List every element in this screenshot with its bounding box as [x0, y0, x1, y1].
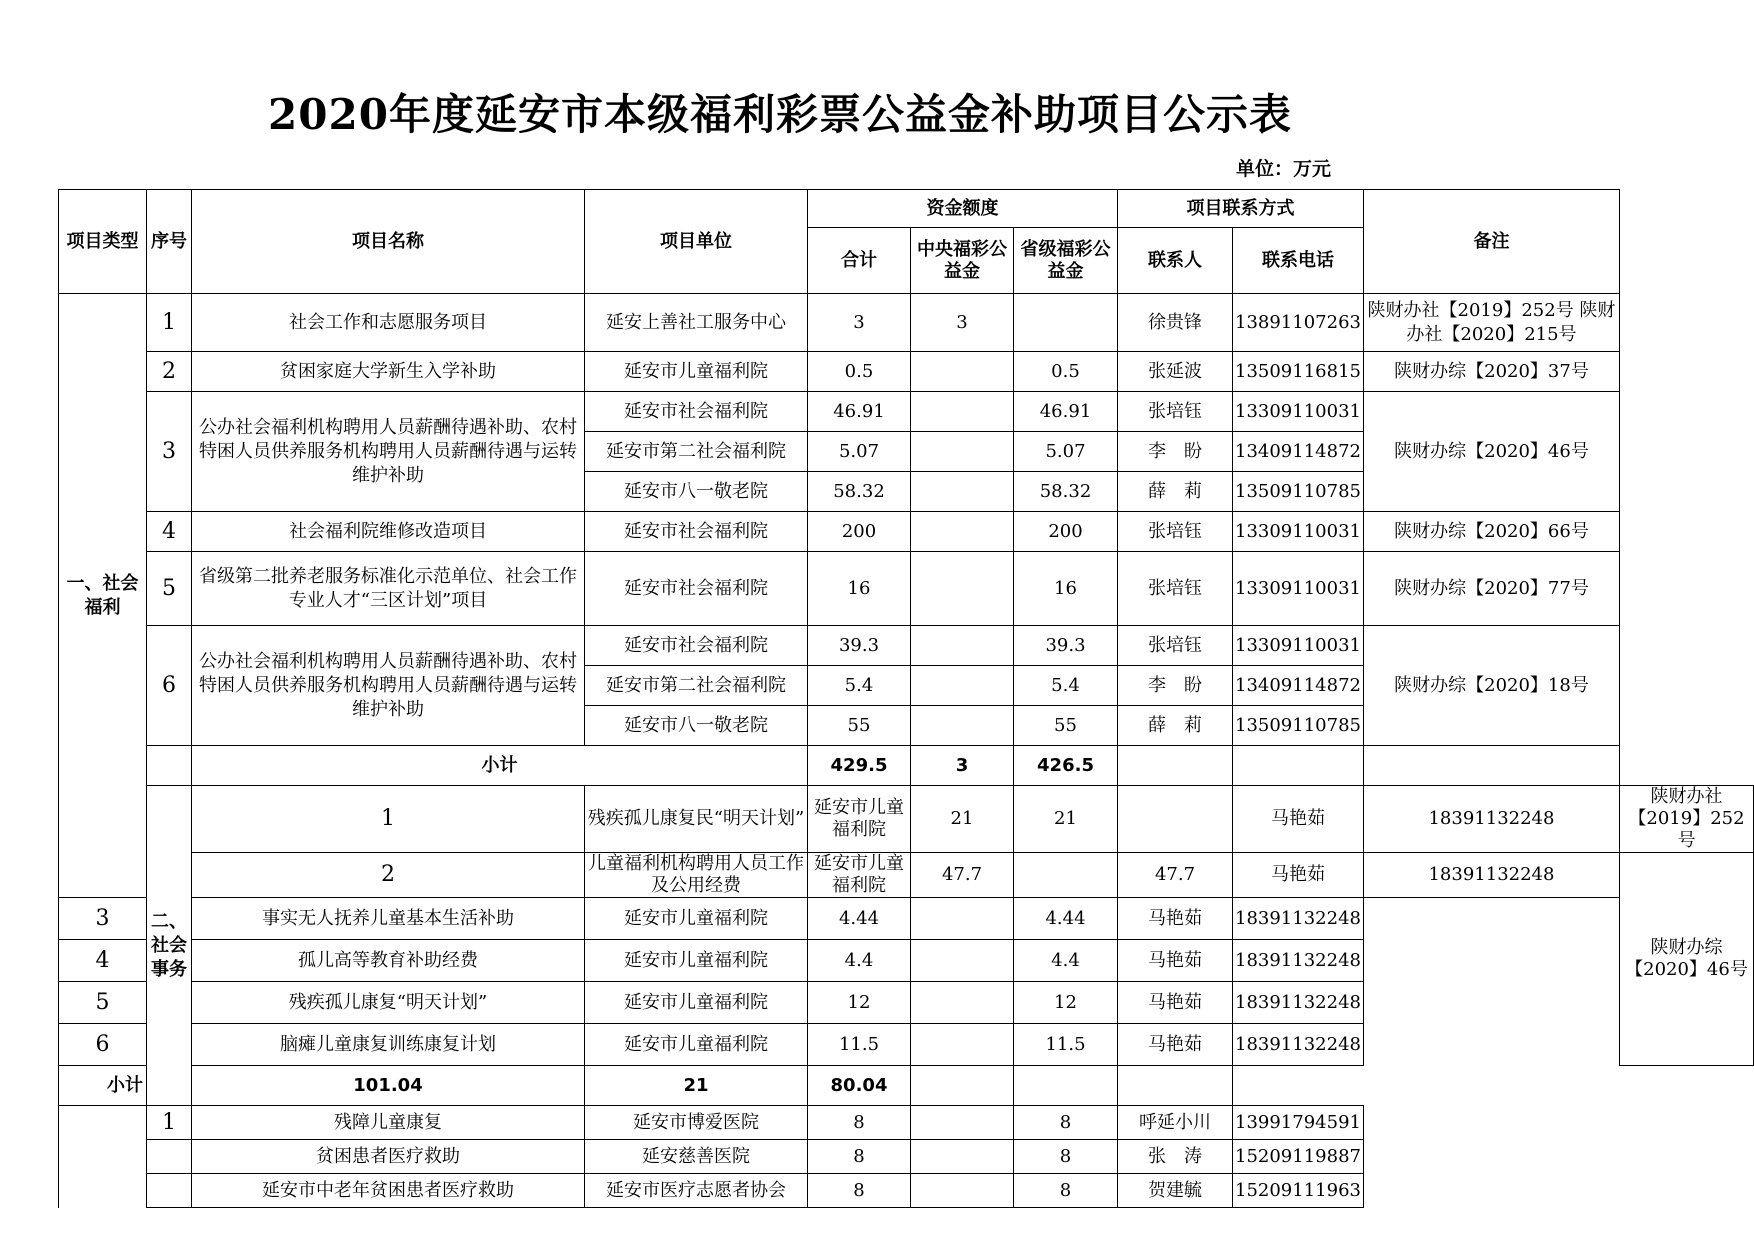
cell-phone: 13409114872 [1233, 666, 1364, 706]
cell-phone: 15209119887 [1233, 1140, 1364, 1174]
cell-org: 延安市儿童福利院 [585, 940, 808, 982]
cell-phone: 13509110785 [1233, 706, 1364, 746]
cell-remark-empty [1363, 1174, 1619, 1208]
cell-phone: 13509116815 [1233, 352, 1364, 392]
cell-org: 延安市社会福利院 [585, 552, 808, 626]
cell-central [911, 1106, 1014, 1140]
cell-person: 薛 莉 [1118, 706, 1233, 746]
cell-phone: 13991794591 [1233, 1106, 1364, 1140]
cell-phone: 18391132248 [1233, 898, 1364, 940]
cell-phone: 13509110785 [1233, 472, 1364, 512]
cell-remark-empty [1363, 1106, 1619, 1140]
cell-seq: 1 [192, 786, 585, 853]
category-social-welfare: 一、社会福利 [59, 294, 147, 898]
cell-person: 徐贵锋 [1118, 294, 1233, 352]
cell-person: 张培钰 [1118, 392, 1233, 432]
cell-total: 21 [911, 786, 1014, 853]
cell-total: 46.91 [808, 392, 911, 432]
cell-phone: 15209111963 [1233, 1174, 1364, 1208]
cell-phone: 13891107263 [1233, 294, 1364, 352]
cell-total: 8 [808, 1140, 911, 1174]
cell-seq-empty [147, 746, 192, 786]
subtotal-total: 429.5 [808, 746, 911, 786]
cell-total: 16 [808, 552, 911, 626]
cell-remark-empty [1363, 1140, 1619, 1174]
cell-name: 贫困患者医疗救助 [192, 1140, 585, 1174]
cell-remark: 陕财办综【2020】37号 [1363, 352, 1619, 392]
cell-person: 张 涛 [1118, 1140, 1233, 1174]
cell-remark-empty [1363, 746, 1619, 786]
cell-province [1118, 786, 1233, 853]
cell-remark: 陕财办综【2020】77号 [1363, 552, 1619, 626]
cell-person: 马艳茹 [1118, 1024, 1233, 1066]
cell-province: 5.4 [1014, 666, 1118, 706]
cell-phone-empty [1233, 746, 1364, 786]
cell-person: 张培钰 [1118, 512, 1233, 552]
cell-seq: 1 [147, 294, 192, 352]
header-person: 联系人 [1118, 228, 1233, 294]
cell-name: 社会福利院维修改造项目 [192, 512, 585, 552]
cell-person-empty [1118, 746, 1233, 786]
cell-person: 张培钰 [1118, 552, 1233, 626]
cell-province: 39.3 [1014, 626, 1118, 666]
cell-remark: 陕财办综【2020】46号 [1619, 853, 1753, 1066]
cell-central: 21 [1014, 786, 1118, 853]
cell-total: 12 [808, 982, 911, 1024]
cell-seq: 5 [147, 552, 192, 626]
cell-province: 4.44 [1014, 898, 1118, 940]
cell-seq: 4 [59, 940, 147, 982]
cell-total: 55 [808, 706, 911, 746]
cell-seq: 6 [59, 1024, 147, 1066]
cell-province: 8 [1014, 1140, 1118, 1174]
cell-total: 3 [808, 294, 911, 352]
subtotal-province: 80.04 [808, 1066, 911, 1106]
cell-name: 儿童福利机构聘用人员工作及公用经费 [585, 853, 808, 898]
header-total: 合计 [808, 228, 911, 294]
cell-name: 残疾孤儿康复民“明天计划” [585, 786, 808, 853]
cell-org: 延安市儿童福利院 [585, 982, 808, 1024]
cell-org: 延安慈善医院 [585, 1140, 808, 1174]
cell-central [911, 392, 1014, 432]
cell-person: 马艳茹 [1233, 786, 1364, 853]
subtotal-total: 101.04 [192, 1066, 585, 1106]
cell-seq: 5 [59, 982, 147, 1024]
cell-phone: 18391132248 [1233, 982, 1364, 1024]
cell-org: 延安市儿童福利院 [808, 786, 911, 853]
cell-phone: 13309110031 [1233, 552, 1364, 626]
cell-province [1014, 294, 1118, 352]
cell-org: 延安市社会福利院 [585, 512, 808, 552]
cell-central [911, 472, 1014, 512]
cell-org: 延安市八一敬老院 [585, 472, 808, 512]
cell-name: 公办社会福利机构聘用人员薪酬待遇补助、农村特困人员供养服务机构聘用人员薪酬待遇与运转维护补助 [192, 392, 585, 512]
cell-name: 社会工作和志愿服务项目 [192, 294, 585, 352]
cell-province: 8 [1014, 1106, 1118, 1140]
header-remark: 备注 [1363, 190, 1619, 294]
cell-remark: 陕财办社【2019】252号 陕财办社【2020】215号 [1363, 294, 1619, 352]
cell-person: 马艳茹 [1118, 898, 1233, 940]
cell-name: 延安市中老年贫困患者医疗救助 [192, 1174, 585, 1208]
cell-province: 58.32 [1014, 472, 1118, 512]
cell-seq: 2 [147, 352, 192, 392]
header-org: 项目单位 [585, 190, 808, 294]
header-contact: 项目联系方式 [1118, 190, 1364, 228]
cell-person: 李 盼 [1118, 666, 1233, 706]
cell-total: 4.4 [808, 940, 911, 982]
cell-total: 11.5 [808, 1024, 911, 1066]
cell-central [911, 432, 1014, 472]
cell-person: 呼延小川 [1118, 1106, 1233, 1140]
cell-remark: 陕财办综【2020】18号 [1363, 626, 1619, 746]
cell-central: 3 [911, 294, 1014, 352]
cell-org: 延安市社会福利院 [585, 392, 808, 432]
cell-province: 11.5 [1014, 1024, 1118, 1066]
cell-phone: 13409114872 [1233, 432, 1364, 472]
cell-central [911, 940, 1014, 982]
cell-name: 公办社会福利机构聘用人员薪酬待遇补助、农村特困人员供养服务机构聘用人员薪酬待遇与运转维护补助 [192, 626, 585, 746]
cell-name: 事实无人抚养儿童基本生活补助 [192, 898, 585, 940]
cell-central [911, 666, 1014, 706]
cell-province: 200 [1014, 512, 1118, 552]
cell-province: 47.7 [1118, 853, 1233, 898]
cell-org: 延安市儿童福利院 [585, 1024, 808, 1066]
cell-seq: 3 [147, 392, 192, 512]
cell-remark: 陕财办综【2020】46号 [1363, 392, 1619, 512]
header-phone: 联系电话 [1233, 228, 1364, 294]
project-table [58, 189, 1754, 1208]
cell-total: 4.44 [808, 898, 911, 940]
category-empty [59, 1106, 147, 1208]
cell-central [911, 1024, 1014, 1066]
cell-person: 张延波 [1118, 352, 1233, 392]
subtotal-province: 426.5 [1014, 746, 1118, 786]
cell-seq: 3 [59, 898, 147, 940]
header-central: 中央福彩公益金 [911, 228, 1014, 294]
cell-province: 12 [1014, 982, 1118, 1024]
header-name: 项目名称 [192, 190, 585, 294]
cell-org: 延安市社会福利院 [585, 626, 808, 666]
cell-person: 马艳茹 [1118, 940, 1233, 982]
cell-phone: 13309110031 [1233, 392, 1364, 432]
header-type: 项目类型 [59, 190, 147, 294]
cell-seq: 4 [147, 512, 192, 552]
cell-central [911, 352, 1014, 392]
cell-central [911, 512, 1014, 552]
cell-phone-empty [1014, 1066, 1118, 1106]
cell-name: 残疾孤儿康复“明天计划” [192, 982, 585, 1024]
page-title: 2020年度延安市本级福利彩票公益金补助项目公示表 [268, 90, 1292, 139]
cell-name: 孤儿高等教育补助经费 [192, 940, 585, 982]
cell-total: 5.4 [808, 666, 911, 706]
cell-central [911, 626, 1014, 666]
cell-seq [147, 1174, 192, 1208]
cell-remark: 陕财办社【2019】252号 [1619, 786, 1753, 853]
cell-seq [147, 1140, 192, 1174]
cell-total: 8 [808, 1106, 911, 1140]
cell-central [911, 552, 1014, 626]
cell-central [911, 1174, 1014, 1208]
cell-phone: 18391132248 [1363, 786, 1619, 853]
cell-total: 200 [808, 512, 911, 552]
cell-person: 李 盼 [1118, 432, 1233, 472]
cell-name: 残障儿童康复 [192, 1106, 585, 1140]
cell-org: 延安市博爱医院 [585, 1106, 808, 1140]
cell-person-empty [911, 1066, 1014, 1106]
cell-remark-empty [1118, 1066, 1233, 1106]
cell-remark: 陕财办综【2020】66号 [1363, 512, 1619, 552]
cell-org: 延安市医疗志愿者协会 [585, 1174, 808, 1208]
cell-org: 延安市儿童福利院 [585, 898, 808, 940]
cell-name: 脑瘫儿童康复训练康复计划 [192, 1024, 585, 1066]
cell-org: 延安市八一敬老院 [585, 706, 808, 746]
subtotal-label: 小计 [192, 746, 808, 786]
cell-total: 58.32 [808, 472, 911, 512]
cell-province: 0.5 [1014, 352, 1118, 392]
cell-total: 8 [808, 1174, 911, 1208]
cell-seq: 6 [147, 626, 192, 746]
cell-total: 5.07 [808, 432, 911, 472]
cell-province: 46.91 [1014, 392, 1118, 432]
subtotal-label: 小计 [59, 1066, 192, 1106]
cell-province: 8 [1014, 1174, 1118, 1208]
cell-province: 4.4 [1014, 940, 1118, 982]
cell-seq: 1 [147, 1106, 192, 1140]
cell-person: 马艳茹 [1118, 982, 1233, 1024]
cell-central [1014, 853, 1118, 898]
header-seq: 序号 [147, 190, 192, 294]
cell-name: 贫困家庭大学新生入学补助 [192, 352, 585, 392]
cell-seq: 2 [192, 853, 585, 898]
cell-province: 16 [1014, 552, 1118, 626]
header-funds: 资金额度 [808, 190, 1118, 228]
subtotal-central: 21 [585, 1066, 808, 1106]
cell-phone: 18391132248 [1233, 1024, 1364, 1066]
cell-org: 延安市儿童福利院 [585, 352, 808, 392]
cell-person: 马艳茹 [1233, 853, 1364, 898]
cell-total: 39.3 [808, 626, 911, 666]
cell-org: 延安上善社工服务中心 [585, 294, 808, 352]
unit-label: 单位：万元 [1236, 158, 1332, 180]
cell-central [911, 982, 1014, 1024]
cell-person: 薛 莉 [1118, 472, 1233, 512]
cell-central [911, 706, 1014, 746]
category-social-affairs: 二、社会事务 [147, 786, 192, 1106]
cell-province: 55 [1014, 706, 1118, 746]
cell-org: 延安市第二社会福利院 [585, 432, 808, 472]
cell-phone: 13309110031 [1233, 512, 1364, 552]
cell-name: 省级第二批养老服务标准化示范单位、社会工作专业人才“三区计划”项目 [192, 552, 585, 626]
cell-org: 延安市第二社会福利院 [585, 666, 808, 706]
subtotal-central: 3 [911, 746, 1014, 786]
cell-total: 47.7 [911, 853, 1014, 898]
cell-central [911, 1140, 1014, 1174]
header-province: 省级福彩公益金 [1014, 228, 1118, 294]
cell-person: 贺建毓 [1118, 1174, 1233, 1208]
cell-phone: 18391132248 [1363, 853, 1619, 898]
cell-org: 延安市儿童福利院 [808, 853, 911, 898]
cell-phone: 13309110031 [1233, 626, 1364, 666]
cell-total: 0.5 [808, 352, 911, 392]
cell-person: 张培钰 [1118, 626, 1233, 666]
cell-central [911, 898, 1014, 940]
cell-phone: 18391132248 [1233, 940, 1364, 982]
cell-province: 5.07 [1014, 432, 1118, 472]
